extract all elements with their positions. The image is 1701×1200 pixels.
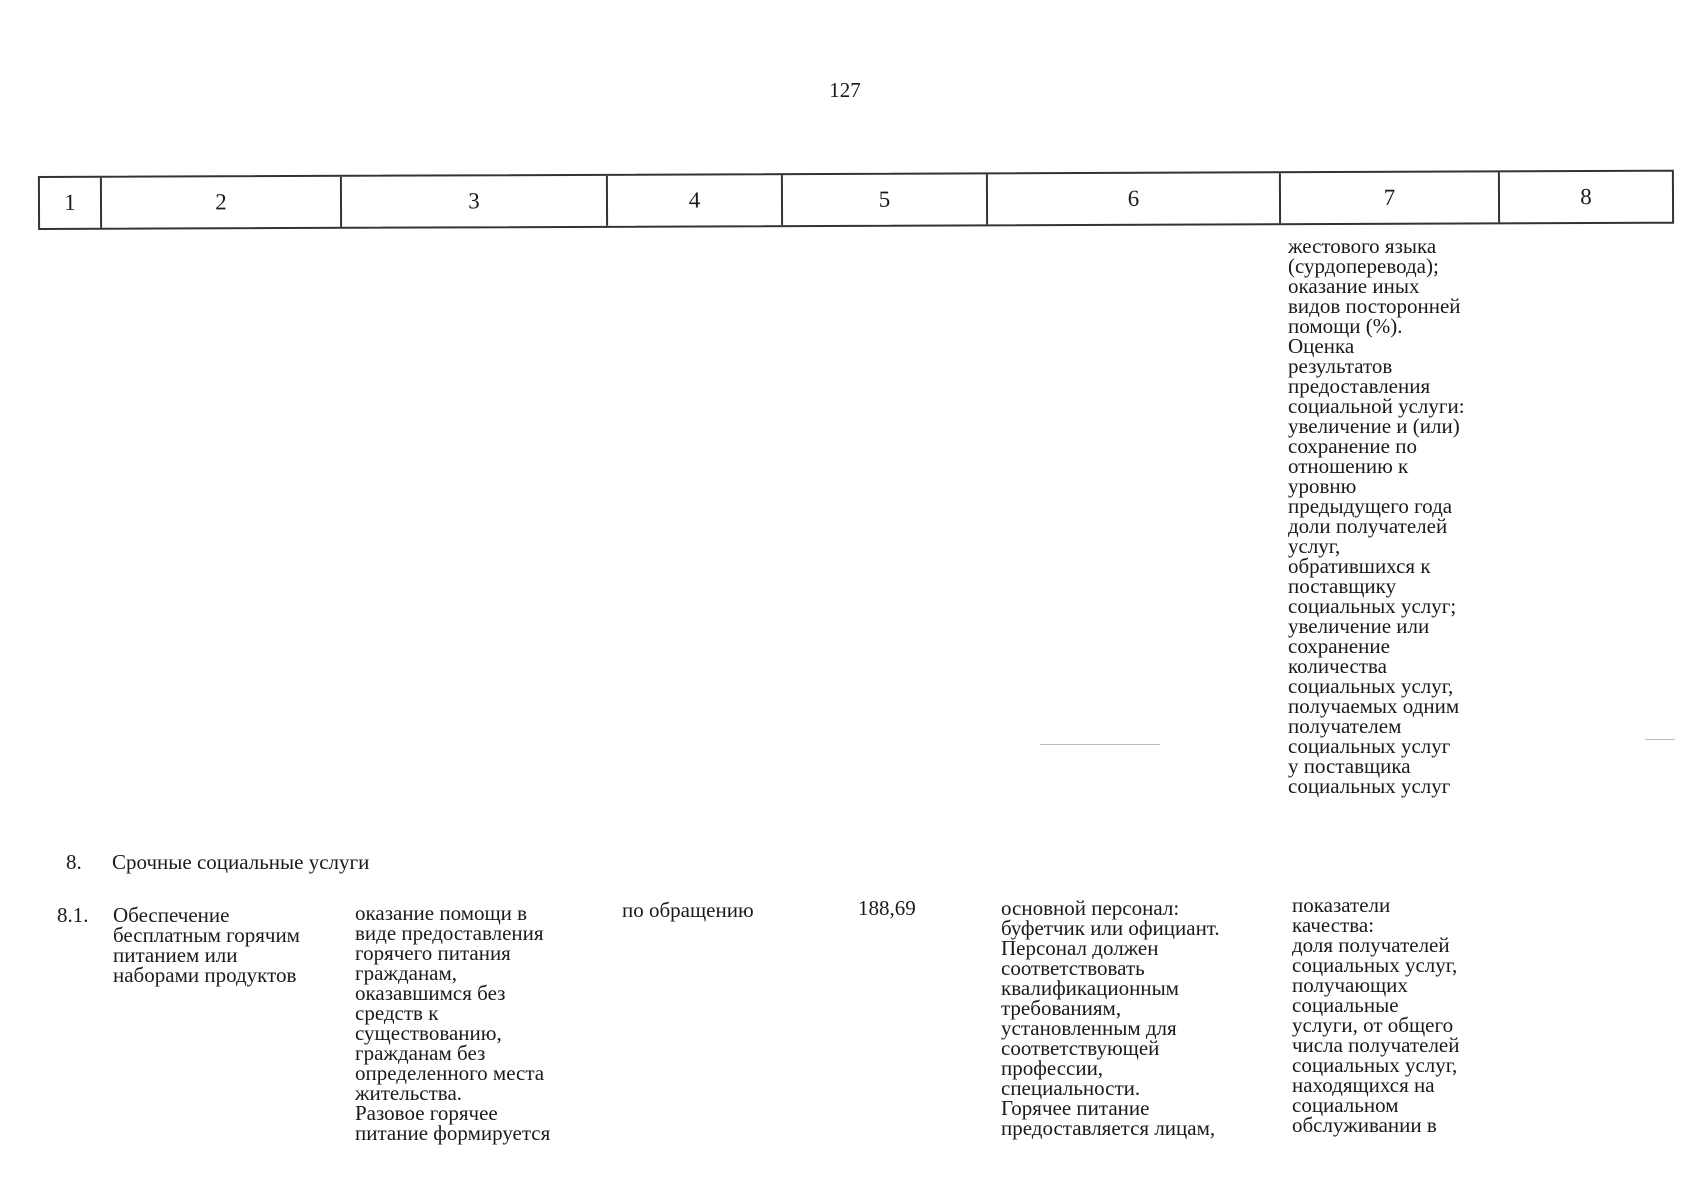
section-number: 8. [66, 850, 82, 874]
table-header-row [38, 170, 1674, 230]
header-cell-4: 4 [608, 175, 783, 226]
row-number: 8.1. [57, 903, 89, 927]
page-number: 127 [829, 78, 861, 102]
header-cell-3: 3 [342, 176, 608, 227]
service-description: оказание помощи в виде предоставления горячего питания гражданам, оказавшимся без средств к существованию, гражданам без определенного места жительства. Разовое горячее питание формируется [355, 901, 551, 1145]
scan-artifact [1645, 739, 1675, 740]
service-periodicity: по обращению [622, 898, 754, 922]
header-cell-8: 8 [1580, 184, 1592, 210]
scan-artifact [1040, 744, 1160, 745]
quality-indicators: показатели качества: доля получателей социальных услуг, получающих социальные услуги, от общего числа получателей социальных услуг, находящихся на социальном обслуживании в [1292, 893, 1460, 1137]
header-cell-7: 7 [1281, 172, 1500, 223]
service-tariff: 188,69 [858, 896, 916, 920]
continued-quality-text: жестового языка (сурдоперевода); оказание иных видов посторонней помощи (%). Оценка результатов предоставления социальной услуги: увеличение и (или) сохранение по отношению к уровню предыдущего года доли получателей услуг, обратившихся к поставщику социальных услуг; увеличение или сохранение количества социальных услуг, получаемых одним получателем социальных услуг у поставщика социальных услуг [1288, 234, 1465, 798]
section-title: Срочные социальные услуги [112, 850, 370, 874]
header-cell-5: 5 [783, 174, 988, 225]
service-conditions: основной персонал: буфетчик или официант. Персонал должен соответствовать квалификационным требованиям, установленным для соответствующей профессии, специальности. Горячее питание предоставляется лицам, [1001, 896, 1220, 1140]
header-cell-1: 1 [40, 178, 102, 228]
header-cell-6: 6 [988, 173, 1281, 224]
service-name: Обеспечение бесплатным горячим питанием или наборами продуктов [113, 903, 300, 987]
header-cell-2: 2 [102, 177, 342, 228]
